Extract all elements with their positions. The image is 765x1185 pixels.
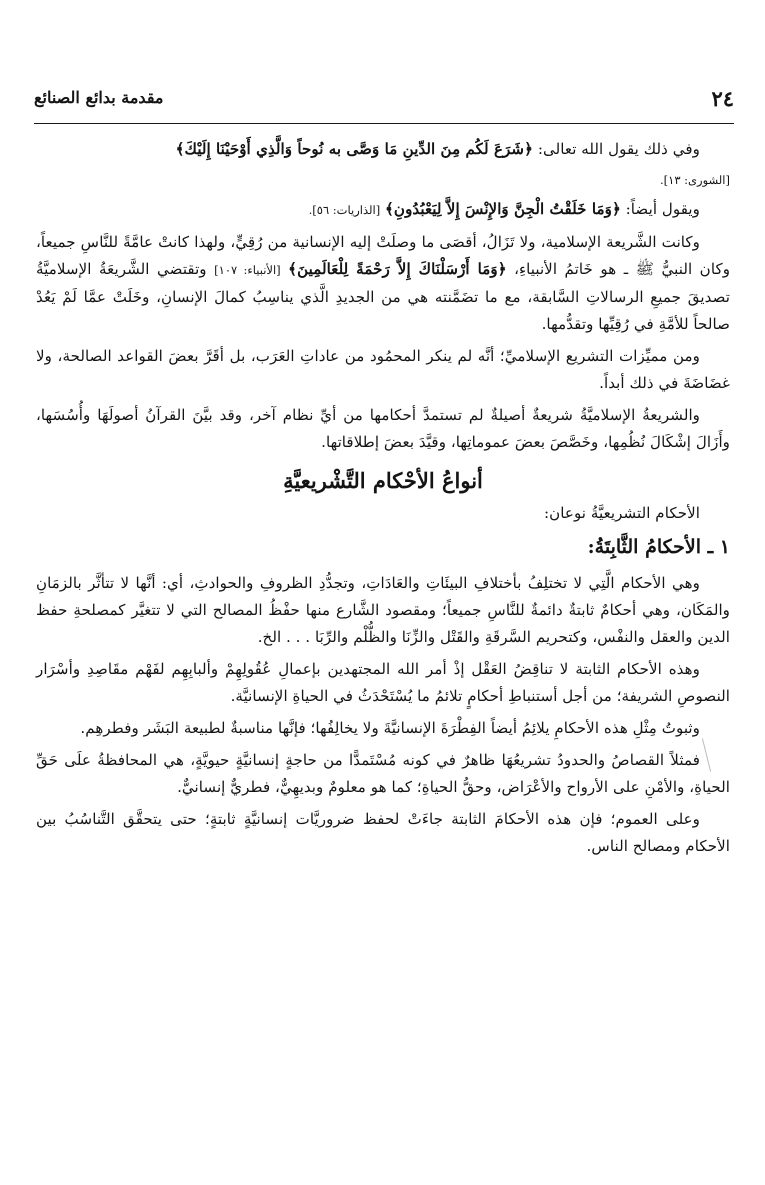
paragraph-10: فمثلاً القصاصُ والحدودُ تشريعُهَا ظاهرٌ في كونه مُسْتَمدًّا من حاجةٍ إنسانيَّةٍ حيويَّةٍ، هي المحافظةُ علَى حَقِّ الحياةِ، والأمْنِ على الأرواح والأعْرَاض، وحقُّ الحياةِ؛ كما هو معلومٌ وبديهِيٌّ، فطريٌّ إنسانيٌّ. <box>36 751 730 796</box>
paragraph-2 <box>36 196 730 224</box>
paragraph-8: وهذه الأحكام الثابتة لا تناقِضُ العَقْل إذْ أمر الله المجتهدين بإعمالِ عُقُولِهِمْ وألبابِهِم لفَهْم مقَاصِدِ وأسْرَار النصوصِ الشريفة؛ من أجل أستنباطِ أحكامٍ تلائمُ ما يُسْتَحْدَثُ في الحياةِ الإنسانيَّة. <box>36 660 730 705</box>
paragraph-9: وثبوتُ مِثْلِ هذه الأحكامِ يلائِمُ أيضاً الفِطْرَةَ الإنسانيَّةَ ولا يخالِفُها؛ فإنَّها مناسبةٌ لطبيعة البَشَر وفطرهِم. <box>80 719 700 737</box>
citation-2: [الذاريات: ٥٦]. <box>308 203 381 217</box>
quran-quote-1: ﴿شَرَعَ لَكُم مِنَ الدِّينِ مَا وَصَّى به نُوحاً وَالَّذِي أَوْحَيْنَا إِلَيْكَ﴾ <box>175 140 534 158</box>
paragraph-1 <box>36 136 730 163</box>
paragraph-4: ومن مميِّزات التشريع الإسلاميِّ؛ أنَّه لم ينكر المحمُود من عاداتِ العَرَب، بل أقَرَّ بعضَ القواعد الصالحة، ولا غضَاضَةَ في ذلك أبداً. <box>36 347 730 392</box>
page-header <box>34 82 734 118</box>
paragraph-6: الأحكام التشريعيَّةُ نوعان: <box>543 504 700 522</box>
paragraph-3 <box>36 229 730 338</box>
citation-line-1 <box>36 168 730 191</box>
citation-3: [الأنبياء: ١٠٧] <box>214 263 281 277</box>
page-body <box>36 136 730 865</box>
paragraph-7: وهي الأحكام الَّتِي لا تختلِفُ بأختلافِ البيئَاتِ والعَادَاتِ، وتجدُّدِ الظروفِ والحوادثِ، أي: أنَّها لا تتأثَّر بالزمَانِ والمَكَان، وهي أحكامٌ ثابتةٌ دائمةٌ للنَّاسِ جميعاً؛ ومقصود الشَّارع منها حفْظُ المصالح التي لا تتغيَّر كمصلحةِ حفظ الدين والعقل والنفْس، وكتحريم السَّرقَةِ والقَتْل والزِّنَا والظُّلْم والرِّبَا . . . الخ. <box>36 574 730 646</box>
paragraph-2-lead: ويقول أيضاً: <box>625 200 700 218</box>
header-rule <box>34 123 734 124</box>
paragraph-1-lead: وفي ذلك يقول الله تعالى: <box>537 140 700 158</box>
running-head: مقدمة بدائع الصنائع <box>34 88 164 107</box>
quran-quote-3: ﴿وَمَا أَرْسَلْنَاكَ إِلاَّ رَحْمَةً لِلْعَالَمِينَ﴾ <box>288 260 507 278</box>
paragraph-5: والشريعةُ الإسلاميَّةُ شريعةٌ أصيلةٌ لم تستمدَّ أحكامها من أيِّ نظام آخر، وقد بيَّنَ القرآنُ أصولَهَا وأُسُسَها، وأَزَالَ إشْكَالَ نُظُمِها، وخَصَّصَ بعضَ عموماتِها، وقيَّدَ بعضَ إطلاقاتها. <box>36 406 730 451</box>
quran-quote-2: ﴿وَمَا خَلَقْتُ الْجِنَّ وَالإِنْسَ إِلاَّ لِيَعْبُدُونِ﴾ <box>385 200 621 218</box>
paragraph-3-part2: وتقتضي الشَّريعَةُ الإسلاميَّةُ تصديقَ جميعِ الرسالاتِ السَّابقة، مع ما تضَمَّنته هي من الجديدِ الَّذي يناسِبُ كمالَ الإنسانِ، وخَلَتْ عمَّا لَمْ يَعُدْ صالحاً للأمَّةِ في رُقِيِّها وتقدُّمها. <box>36 260 730 333</box>
paragraph-11: وعلى العموم؛ فإن هذه الأحكامَ الثابتة جاءَتْ لحفظ ضروريَّات إنسانيَّةٍ ثابتةٍ؛ حتى يتحقَّق التَّناسُبُ بين الأحكام ومصالح الناس. <box>36 810 730 855</box>
sub-heading: ١ ـ الأحكامُ الثَّابِتَةُ: <box>587 536 730 558</box>
page-number: ٢٤ <box>711 86 734 111</box>
section-title: أنواعُ الأحْكام التَّشْريعيَّةِ <box>283 468 483 493</box>
citation-1: [الشورى: ١٣]. <box>660 173 730 187</box>
paragraph-3-part1: وكانت الشَّريعة الإسلامية، ولا تَزَالُ، أقصَى ما وصلَتْ إليه الإنسانية من رُقِيٍّ، ولهذا كانتْ عامَّةً للنَّاسِ جميعاً، وكان النبيُّ ﷺ ـ هو خَاتمُ الأنبياءِ، <box>36 233 731 278</box>
